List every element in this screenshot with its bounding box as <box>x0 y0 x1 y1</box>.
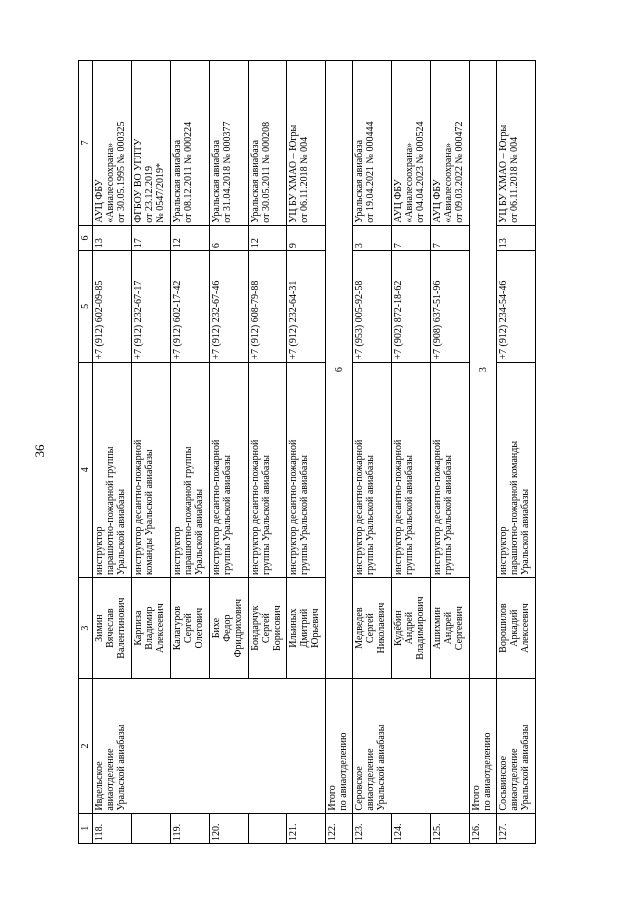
total-label: Итого по авиаотделению <box>470 679 497 813</box>
page-number: 36 <box>32 444 47 458</box>
total-label: Итого по авиаотделению <box>326 679 353 813</box>
certificate-cell: УЦ БУ ХМАО – Югры от 06.11.2018 № 004 <box>497 61 536 226</box>
name-cell: Калагуров Сергей Олегович <box>170 577 209 678</box>
position-cell: инструктор десантно-пожарной группы Уральской авиабазы <box>287 362 326 577</box>
table-row <box>93 61 132 844</box>
experience-cell: 12 <box>248 225 287 250</box>
column-header: 3 <box>79 577 93 678</box>
instructors-table <box>78 60 536 844</box>
certificate-cell: Уральская авиабаза от 31.04.2018 № 000377 <box>209 61 248 226</box>
row-number <box>131 813 170 843</box>
name-cell: Медведев Сергей Николаевич <box>353 577 392 678</box>
position-cell: инструктор парашютно-пожарной группы Уральской авиабазы <box>170 362 209 577</box>
table-row <box>353 61 392 844</box>
position-cell: инструктор десантно-пожарной группы Уральской авиабазы <box>248 362 287 577</box>
phone-cell: +7 (953) 005-92-58 <box>353 251 392 362</box>
row-number: 122. <box>326 813 353 843</box>
experience-cell: 9 <box>287 225 326 250</box>
experience-cell: 7 <box>392 225 431 250</box>
name-cell: Карпиза Владимир Алексеевич <box>131 577 170 678</box>
certificate-cell: Уральская авиабаза от 19.04.2021 № 000444 <box>353 61 392 226</box>
position-cell: инструктор парашютно-пожарной команды Уральской авиабазы <box>497 362 536 577</box>
position-cell: инструктор десантно-пожарной группы Уральской авиабазы <box>353 362 392 577</box>
division-cell: Ивдельское авиаотделение Уральской авиабазы <box>93 679 326 813</box>
row-number: 118. <box>93 813 132 843</box>
experience-cell: 3 <box>353 225 392 250</box>
phone-cell: +7 (912) 608-79-88 <box>248 251 287 362</box>
experience-cell: 13 <box>497 225 536 250</box>
division-cell: Сосьвинское авиаотделение Уральской авиабазы <box>497 679 536 813</box>
name-cell: Кудёбин Андрей Владимирович <box>392 577 431 678</box>
column-header: 7 <box>79 61 93 226</box>
name-cell: Бихе Федор Фридрихович <box>209 577 248 678</box>
phone-cell: +7 (908) 637-51-96 <box>431 251 470 362</box>
phone-cell: +7 (902) 872-18-62 <box>392 251 431 362</box>
row-number: 124. <box>392 813 431 843</box>
row-number: 126. <box>470 813 497 843</box>
certificate-cell: УЦ БУ ХМАО – Югры от 06.11.2018 № 004 <box>287 61 326 226</box>
certificate-cell: Уральская авиабаза от 30.05.2011 № 000208 <box>248 61 287 226</box>
certificate-cell: АУЦ ФБУ «Авиалесоохрана» от 04.04.2023 № 000524 <box>392 61 431 226</box>
name-cell: Ильиных Дмитрий Юрьевич <box>287 577 326 678</box>
position-cell: инструктор парашютно-пожарной группы Уральской авиабазы <box>93 362 132 577</box>
column-header: 4 <box>79 362 93 577</box>
certificate-cell: АУЦ ФБУ «Авиалесоохрана» от 09.03.2022 № 000472 <box>431 61 470 226</box>
column-header: 2 <box>79 679 93 813</box>
row-number: 127. <box>497 813 536 843</box>
experience-cell: 7 <box>431 225 470 250</box>
total-row <box>326 61 353 844</box>
position-cell: инструктор десантно-пожарной группы Уральской авиабазы <box>209 362 248 577</box>
name-cell: Ворошилов Аркадий Алексеевич <box>497 577 536 678</box>
phone-cell: +7 (912) 602-17-42 <box>170 251 209 362</box>
total-value: 6 <box>326 61 353 679</box>
experience-cell: 17 <box>131 225 170 250</box>
column-header: 6 <box>79 225 93 250</box>
position-cell: инструктор десантно-пожарной группы Уральской авиабазы <box>431 362 470 577</box>
division-cell: Серовское авиаотделение Уральской авиабазы <box>353 679 470 813</box>
name-cell: Зимин Вячеслав Валентинович <box>93 577 132 678</box>
phone-cell: +7 (912) 232-67-17 <box>131 251 170 362</box>
phone-cell: +7 (912) 234-54-46 <box>497 251 536 362</box>
total-value: 3 <box>470 61 497 679</box>
row-number: 123. <box>353 813 392 843</box>
column-header: 5 <box>79 251 93 362</box>
experience-cell: 6 <box>209 225 248 250</box>
name-cell: Бондарчук Сергей Борисович <box>248 577 287 678</box>
position-cell: инструктор десантно-пожарной команды Уральской авиабазы <box>131 362 170 577</box>
row-number: 121. <box>287 813 326 843</box>
experience-cell: 13 <box>93 225 132 250</box>
experience-cell: 12 <box>170 225 209 250</box>
certificate-cell: ФГБОУ ВО УГЛТУ от 23.12.2019 № 0547/2019* <box>131 61 170 226</box>
row-number: 120. <box>209 813 248 843</box>
total-row <box>470 61 497 844</box>
column-header: 1 <box>79 813 93 843</box>
name-cell: Ашихмин Андрей Сергеевич <box>431 577 470 678</box>
rotated-table-container <box>78 60 536 844</box>
phone-cell: +7 (912) 232-67-46 <box>209 251 248 362</box>
certificate-cell: АУЦ ФБУ «Авиалесоохрана» от 30.05.1995 № 000325 <box>93 61 132 226</box>
phone-cell: +7 (912) 602-09-85 <box>93 251 132 362</box>
row-number: 125. <box>431 813 470 843</box>
row-number <box>248 813 287 843</box>
position-cell: инструктор десантно-пожарной группы Уральской авиабазы <box>392 362 431 577</box>
phone-cell: +7 (912) 232-64-31 <box>287 251 326 362</box>
header-row <box>79 61 93 844</box>
table-row <box>497 61 536 844</box>
row-number: 119. <box>170 813 209 843</box>
certificate-cell: Уральская авиабаза от 08.12.2011 № 000224 <box>170 61 209 226</box>
